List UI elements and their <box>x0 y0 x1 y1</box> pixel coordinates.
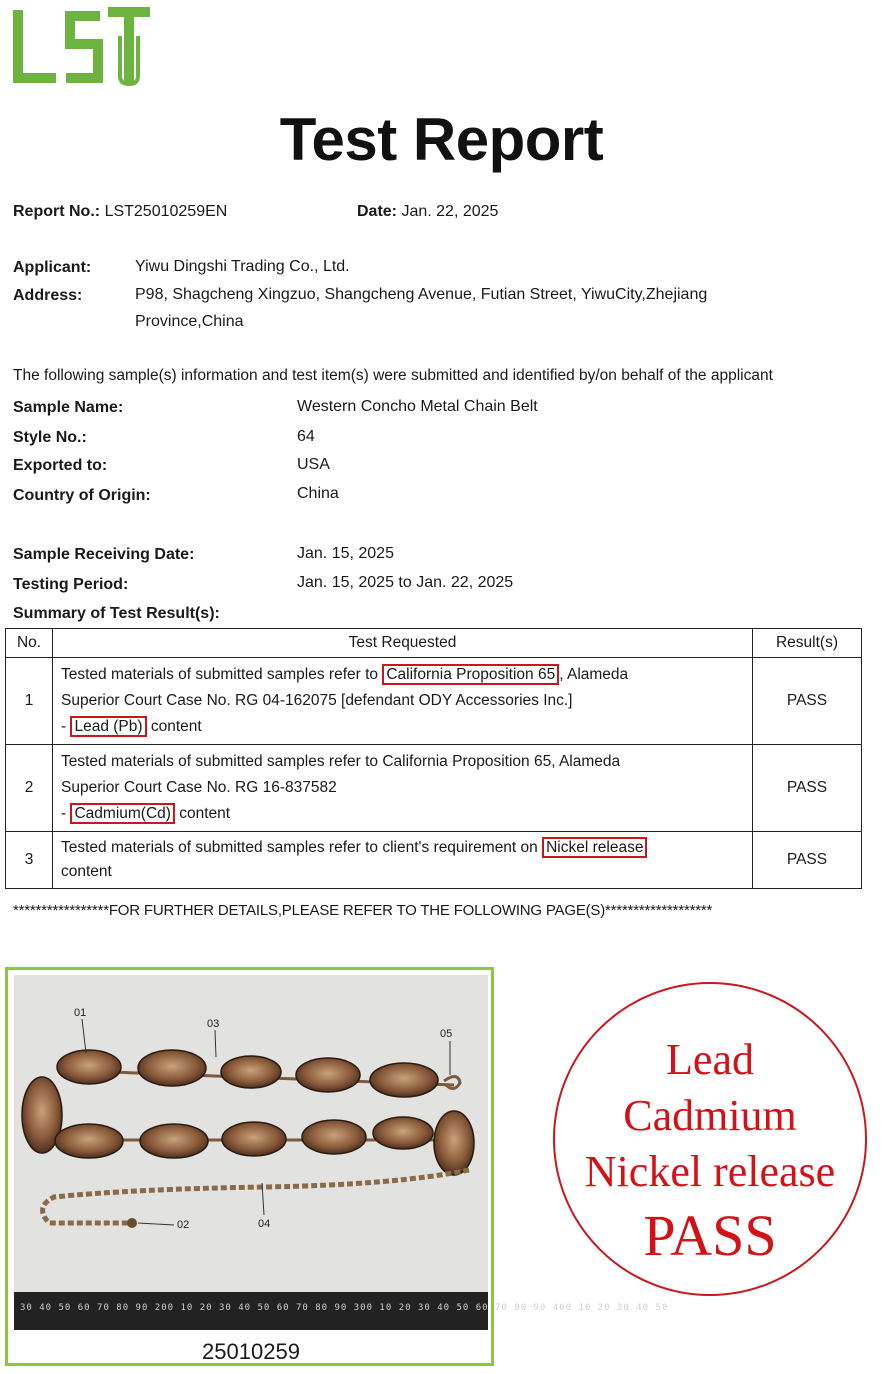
row-result: PASS <box>753 745 862 832</box>
row-result: PASS <box>753 832 862 889</box>
text-segment: - <box>61 718 71 735</box>
receiving-date-label: Sample Receiving Date: <box>13 546 195 563</box>
text-line: Tested materials of submitted samples refer to California Proposition 65, Alameda <box>61 753 621 770</box>
table-row <box>6 832 862 889</box>
date-label: Date: <box>357 203 398 220</box>
row-no: 1 <box>6 658 53 745</box>
text-segment: Tested materials of submitted samples refer to <box>61 666 383 683</box>
stamp-lead: Lead <box>666 1035 754 1084</box>
text-segment: , Alameda <box>559 666 629 683</box>
header-no: No. <box>6 629 53 658</box>
header-results: Result(s) <box>753 629 862 658</box>
testing-period-label: Testing Period: <box>13 576 129 593</box>
text-segment: Tested materials of submitted samples refer to client's requirement on <box>61 839 543 856</box>
callout-02: 02 <box>177 1219 190 1231</box>
report-no-label: Report No.: <box>13 203 101 220</box>
belt-photo <box>14 975 669 1330</box>
report-date <box>357 203 498 221</box>
stamp-cadmium: Cadmium <box>623 1091 797 1140</box>
summary-label: Summary of Test Result(s): <box>13 605 220 622</box>
page-title: Test Report <box>279 106 604 173</box>
style-no-label: Style No.: <box>13 429 87 446</box>
highlight-box: Lead (Pb) <box>70 716 146 737</box>
sample-name-value: Western Concho Metal Chain Belt <box>297 398 538 415</box>
address-line-2: Province,China <box>135 313 244 330</box>
style-no-value: 64 <box>297 428 315 445</box>
receiving-date-value: Jan. 15, 2025 <box>297 545 394 562</box>
text-line: Superior Court Case No. RG 16-837582 <box>61 779 337 796</box>
row-test-requested <box>53 745 753 832</box>
stamp-pass: PASS <box>643 1203 777 1268</box>
report-no-value: LST25010259EN <box>104 203 228 220</box>
exported-to-value: USA <box>297 456 330 473</box>
further-details-note: *****************FOR FURTHER DETAILS,PLEASE REFER TO THE FOLLOWING PAGE(S)******************* <box>13 902 713 919</box>
ruler-scale: 30 40 50 60 70 80 90 200 10 20 30 40 50 60 70 80 90 300 10 20 30 40 50 60 70 80 90 400 10 20 30 40 50 <box>20 1303 669 1313</box>
header-test-requested: Test Requested <box>53 629 753 658</box>
stamp-nickel-release: Nickel release <box>584 1147 836 1196</box>
results-table <box>5 628 862 889</box>
exported-to-label: Exported to: <box>13 457 108 474</box>
testing-period-value: Jan. 15, 2025 to Jan. 22, 2025 <box>297 574 514 591</box>
text-line: Superior Court Case No. RG 04-162075 [defendant ODY Accessories Inc.] <box>61 692 573 709</box>
row-no: 2 <box>6 745 53 832</box>
pass-stamp <box>553 982 867 1296</box>
belt-illustration <box>14 975 488 1330</box>
intro-text: The following sample(s) information and test item(s) were submitted and identified by/on behalf of the applicant <box>13 367 773 384</box>
report-number <box>13 203 227 221</box>
row-result: PASS <box>753 658 862 745</box>
applicant-label: Applicant: <box>13 259 92 276</box>
measuring-ruler <box>14 1292 669 1330</box>
text-segment: content <box>174 805 231 822</box>
text-line: content <box>61 863 112 880</box>
text-segment: content <box>146 718 202 735</box>
address-line-1: P98, Shagcheng Xingzuo, Shangcheng Avenue, Futian Street, YiwuCity,Zhejiang <box>135 286 708 303</box>
highlight-box: Cadmium(Cd) <box>70 803 174 824</box>
country-of-origin-value: China <box>297 485 339 502</box>
country-of-origin-label: Country of Origin: <box>13 487 151 504</box>
address-label: Address: <box>13 287 83 304</box>
row-no: 3 <box>6 832 53 889</box>
row-test-requested <box>53 832 753 889</box>
table-header-row <box>6 629 862 658</box>
date-value: Jan. 22, 2025 <box>401 203 499 220</box>
callout-04: 04 <box>258 1218 271 1230</box>
callout-01: 01 <box>74 1007 87 1019</box>
table-row <box>6 658 862 745</box>
table-row <box>6 745 862 832</box>
text-segment: - <box>61 805 71 822</box>
highlight-box: Nickel release <box>542 837 647 858</box>
callout-05: 05 <box>440 1028 453 1040</box>
lst-logo <box>12 6 156 88</box>
highlight-box: California Proposition 65 <box>382 664 559 685</box>
row-test-requested <box>53 658 753 745</box>
sample-name-label: Sample Name: <box>13 399 124 416</box>
photo-id: 25010259 <box>202 1339 300 1364</box>
callout-03: 03 <box>207 1018 220 1030</box>
applicant-value: Yiwu Dingshi Trading Co., Ltd. <box>135 258 350 275</box>
